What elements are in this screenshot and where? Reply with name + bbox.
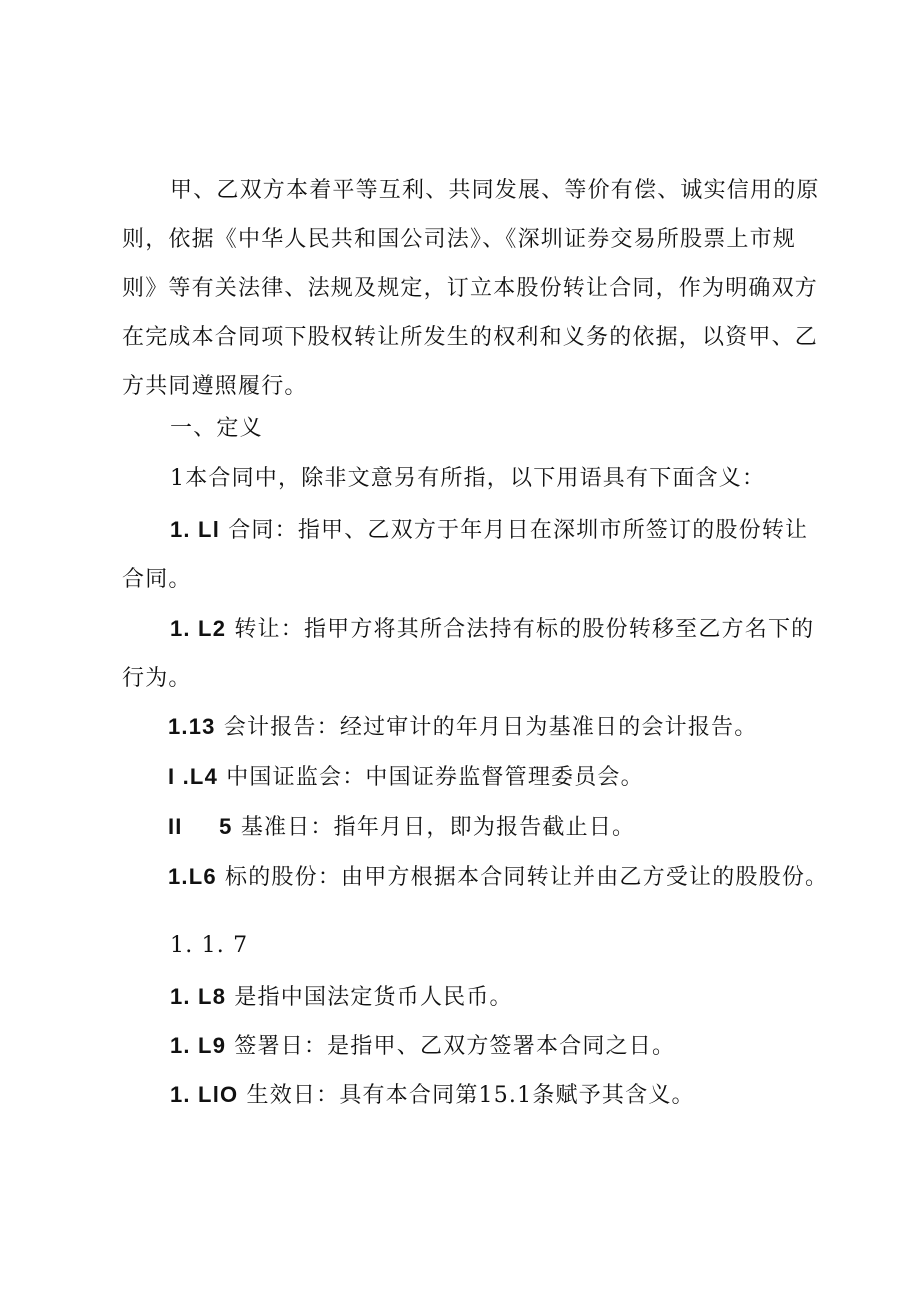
definition-item: [170, 931, 248, 961]
definition-item-label: 1. L8: [170, 984, 227, 1009]
definition-item-text: 合同：指甲、乙双方于年月日在深圳市所签订的股份转让合同。: [122, 518, 809, 592]
definition-item-text: 生效日：具有本合同第15.1条赋予其含义。: [246, 1083, 695, 1108]
definition-item-label: 1.L6: [168, 864, 217, 889]
definition-item: [168, 862, 828, 893]
definition-item-label: II 5: [168, 814, 233, 839]
definition-item-label: 1. 1. 7: [170, 933, 249, 958]
definition-item: [168, 762, 644, 793]
section-heading: 一、定义: [170, 416, 263, 441]
definition-item-label: 1.13: [168, 714, 216, 739]
definition-item-text: 是指中国法定货币人民币。: [234, 985, 513, 1010]
definition-item-text: 中国证监会：中国证券监督管理委员会。: [226, 765, 644, 790]
definition-item-label: 1. L9: [170, 1033, 227, 1058]
definition-item: [170, 1031, 675, 1062]
definition-item-label: 1. LlO: [170, 1082, 239, 1107]
intro-paragraph: 甲、乙双方本着平等互利、共同发展、等价有偿、诚实信用的原则，依据《中华人民共和国公司法》、《深圳证券交易所股票上市规则》等有关法律、法规及规定，订立本股份转让合同，作为明确双方在完成本合同项下股权转让所发生的权利和义务的依据，以资甲、乙方共同遵照履行。: [122, 178, 820, 399]
definition-item-text: 转让：指甲方将其所合法持有标的股份转移至乙方名下的行为。: [122, 617, 815, 691]
definition-item-label: 1. Ll: [170, 517, 221, 542]
definition-item: [168, 712, 757, 743]
definition-item-text: 基准日：指年月日，即为报告截止日。: [240, 815, 636, 840]
definition-item: [168, 812, 635, 843]
definition-item: [122, 604, 822, 703]
definition-item-label: I .L4: [168, 764, 219, 789]
definition-item: [170, 982, 513, 1013]
definition-item-label: 1. L2: [170, 616, 227, 641]
definition-item: [170, 1080, 695, 1111]
definition-item-text: 会计报告：经过审计的年月日为基准日的会计报告。: [223, 715, 758, 740]
definition-item: [122, 505, 822, 604]
definition-item-text: 签署日：是指甲、乙双方签署本合同之日。: [234, 1034, 676, 1059]
definition-intro: 1本合同中，除非文意另有所指，以下用语具有下面含义：: [170, 466, 766, 491]
definition-item-text: 标的股份：由甲方根据本合同转让并由乙方受让的股股份。: [225, 865, 829, 890]
